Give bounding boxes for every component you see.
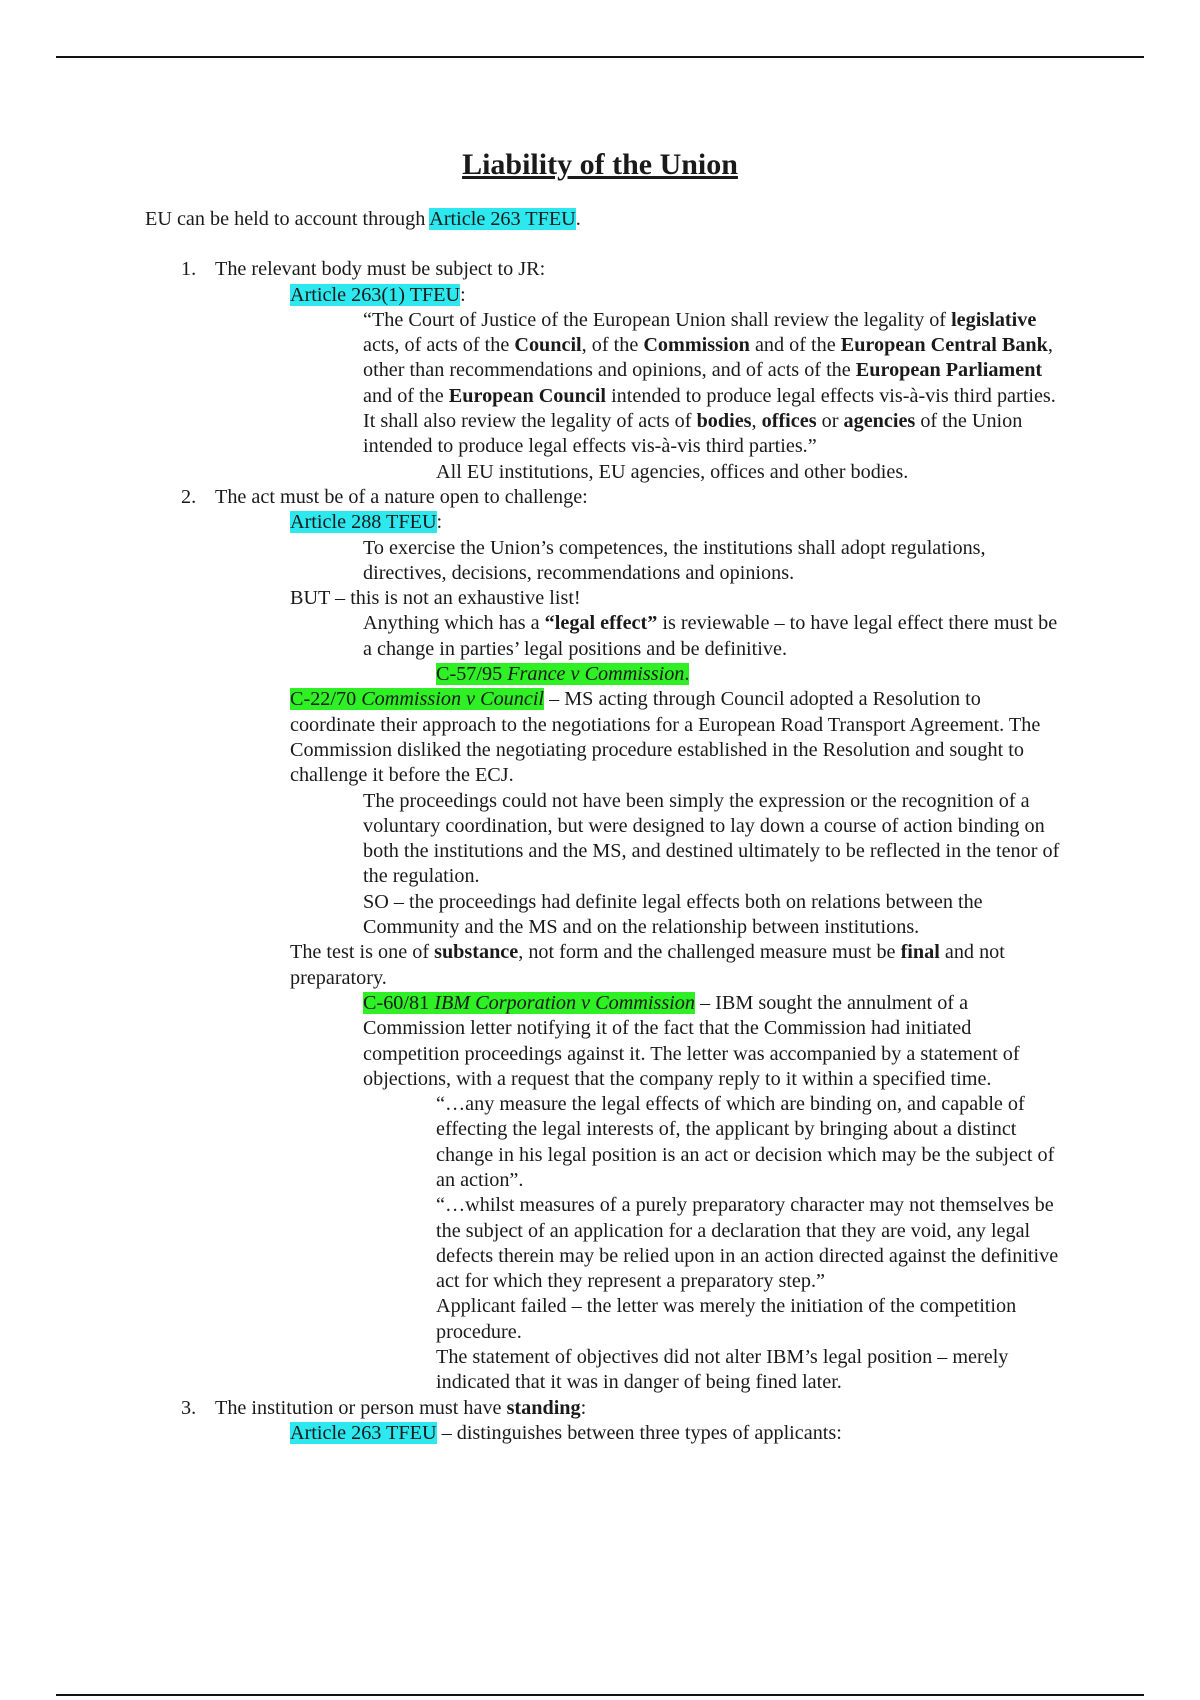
intro-text: EU can be held to account through [145, 208, 430, 230]
case-paragraph: C-60/81 IBM Corporation v Commission – IBM sought the annulment of a Commission letter notifying it of the fact that the Commission had initiated competition proceedings against it. The letter was accompanied by a statement of objections, with a request that the company reply to it within a specified time. [363, 991, 1020, 1090]
case-result: Applicant failed – the letter was merely the initiation of the competition procedure. [436, 1295, 1017, 1343]
legal-effect-text: Anything which has a “legal effect” is reviewable – to have legal effect there must be a change in parties’ legal positions and be definitive. [363, 612, 1058, 660]
article-ref-highlight: Article 263 TFEU [429, 208, 576, 230]
case-conclusion: SO – the proceedings had definite legal effects both on relations between the Community and the MS and on the relationship between institutions. [363, 890, 983, 939]
article-ref-highlight: Article 263(1) TFEU [290, 283, 461, 306]
list-number: 3. [181, 1396, 197, 1419]
header-rule [56, 56, 1144, 58]
article-ref-line [290, 283, 1065, 308]
footer-rule [56, 1694, 1144, 1696]
article-ref-line [290, 1421, 1065, 1446]
document-body [145, 207, 1065, 1446]
list-item-text: The relevant body must be subject to JR: [215, 258, 546, 281]
list-item-2 [145, 485, 1065, 510]
case-ref-highlight: C-60/81 IBM Corporation v Commission [363, 991, 695, 1014]
case-quote: “…any measure the legal effects of which are binding on, and capable of effecting the legal interests of, the applicant by bringing about a distinct change in his legal position is an act or decision which may be the subject of an action”. [436, 1093, 1055, 1191]
article-quote: “The Court of Justice of the European Union shall review the legality of legislative acts, of acts of the Council, of the Commission and of the European Central Bank, other than recommendations and opinions, and of acts of the European Parliament and of the European Council intended to produce legal effects vis-à-vis third parties. It shall also review the legality of acts of bodies, offices or agencies of the Union intended to produce legal effects vis-à-vis third parties.” [363, 308, 1056, 458]
punctuation: : [436, 511, 443, 534]
article-ref-highlight: Article 288 TFEU [290, 511, 437, 534]
intro-end: . [575, 208, 581, 230]
list-item-text: The act must be of a nature open to challenge: [215, 485, 588, 508]
case-ref-highlight: C-57/95 France v Commission. [436, 663, 690, 686]
case-ref-line [436, 662, 1065, 687]
list-number: 1. [181, 258, 197, 281]
intro-paragraph [145, 207, 1065, 232]
article-ref-line [290, 510, 1065, 535]
but-line: BUT – this is not an exhaustive list! [290, 587, 581, 610]
page-title: Liability of the Union [462, 148, 738, 181]
list-item-1 [145, 257, 1065, 282]
case-result: The statement of objectives did not alter IBM’s legal position – merely indicated that it was in danger of being fined later. [436, 1346, 1009, 1394]
punctuation: : [460, 283, 466, 306]
case-reasoning: The proceedings could not have been simply the expression or the recognition of a voluntary coordination, but were designed to lay down a course of action binding on both the institutions and the MS, and destined ultimately to be reflected in the tenor of the regulation. [363, 789, 1060, 888]
article-ref-highlight: Article 263 TFEU [290, 1421, 437, 1444]
article-text: To exercise the Union’s competences, the institutions shall adopt regulations, directives, decisions, recommendations and opinions. [363, 536, 986, 584]
case-ref-highlight: C-22/70 Commission v Council [290, 688, 545, 711]
article-ref-text: – distinguishes between three types of applicants: [436, 1421, 842, 1444]
list-item-3: 3. The institution or person must have standing: [145, 1396, 1065, 1421]
case-paragraph: C-22/70 Commission v Council – MS acting through Council adopted a Resolution to coordinate their approach to the negotiations for a European Road Transport Agreement. The Commission disliked the negotiating procedure established in the Resolution and sought to challenge it before the ECJ. [290, 688, 1041, 787]
case-quote: “…whilst measures of a purely preparatory character may not themselves be the subject of an application for a declaration that they are void, any legal defects therein may be relied upon in an action directed against the definitive act for which they represent a preparatory step.” [436, 1194, 1059, 1293]
list-number: 2. [181, 485, 197, 508]
note-line: All EU institutions, EU agencies, offices and other bodies. [436, 460, 909, 483]
test-paragraph: The test is one of substance, not form and the challenged measure must be final and not preparatory. [290, 941, 1005, 989]
